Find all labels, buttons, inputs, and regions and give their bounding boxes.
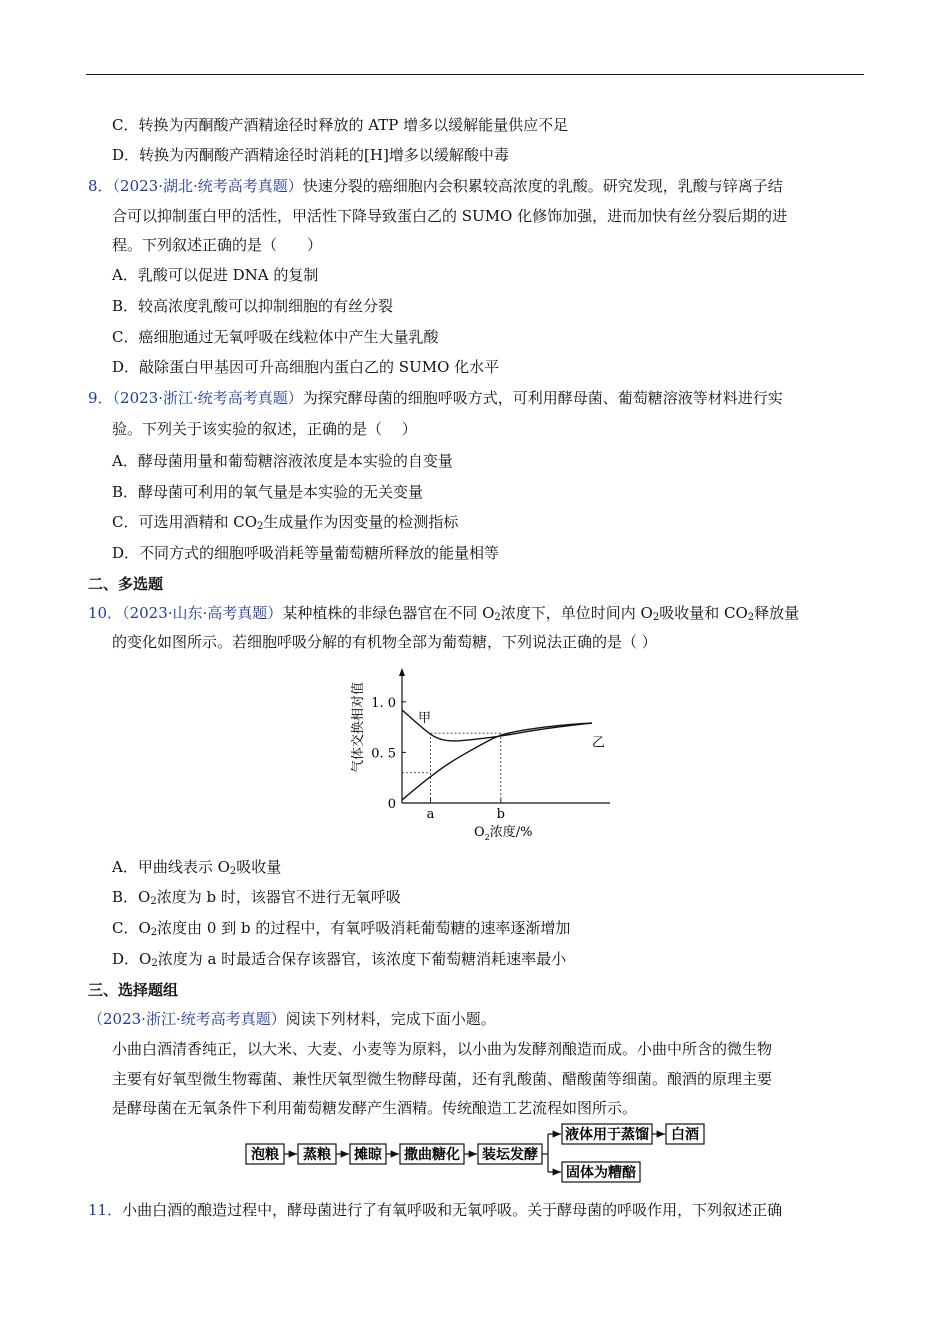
q8-option-a: A．乳酸可以促进 DNA 的复制 <box>112 266 319 284</box>
question-stem: 为探究酵母菌的细胞呼吸方式，可利用酵母菌、葡萄糖溶液等材料进行实 <box>302 389 783 407</box>
flow-solid: 固体为糟醅 <box>566 1165 636 1181</box>
q8-option-c: C．癌细胞通过无氧呼吸在线粒体中产生大量乳酸 <box>112 328 439 346</box>
flow-step-1: 泡粮 <box>251 1147 279 1163</box>
question-source: （2023·山东·高考真题） <box>122 604 283 622</box>
question-8-line-1 <box>88 175 783 197</box>
y-axis-label: 气体交换相对值 <box>351 681 366 773</box>
q10-option-c: C．$O_2$浓度由 0 到 b 的过程中，有氧呼吸消耗葡萄糖的速率逐渐增加 <box>112 919 571 938</box>
series-jia-label: 甲 <box>418 710 432 726</box>
section-heading-multi-choice: 二、多选题 <box>88 575 164 593</box>
material-line-2: 主要有好氧型微生物霉菌、兼性厌氧型微生物酵母菌，还有乳酸菌、醋酸菌等细菌。酿酒的原理主要 <box>112 1070 773 1088</box>
material-line-3: 是酵母菌在无氧条件下利用葡萄糖发酵产生酒精。传统酿造工艺流程如图所示。 <box>112 1099 638 1117</box>
material-line-1: 小曲白酒清香纯正，以大米、大麦、小麦等为原料，以小曲为发酵剂酿造而成。小曲中所含的微生物 <box>112 1040 773 1058</box>
flow-step-2: 蒸粮 <box>303 1147 331 1163</box>
question-stem: 快速分裂的癌细胞内会积累较高浓度的乳酸。研究发现，乳酸与锌离子结 <box>302 177 783 195</box>
flow-step-5: 装坛发酵 <box>482 1147 538 1163</box>
q7-option-d: D．转换为丙酮酸产酒精途径时消耗的[H]增多以缓解酸中毒 <box>112 146 509 164</box>
q10-option-b: B．$O_2$浓度为 b 时，该器官不进行无氧呼吸 <box>112 888 401 907</box>
question-number: 8． <box>88 177 113 195</box>
group-intro: （2023·浙江·统考高考真题）阅读下列材料，完成下面小题。 <box>88 1010 496 1028</box>
q7-option-c: C．转换为丙酮酸产酒精途径时释放的 ATP 增多以缓解能量供应不足 <box>112 116 569 134</box>
question-11-line-1: 11．小曲白酒的酿造过程中，酵母菌进行了有氧呼吸和无氧呼吸。关于酵母菌的呼吸作用，下列叙述正确 <box>88 1201 783 1219</box>
y-tick-label: 1. 0 <box>371 695 396 711</box>
q9-option-d: D．不同方式的细胞呼吸消耗等量葡萄糖所释放的能量相等 <box>112 544 500 562</box>
question-source: （2023·浙江·统考高考真题） <box>88 1010 286 1028</box>
q9-option-b: B．酵母菌可利用的氧气量是本实验的无关变量 <box>112 483 424 501</box>
x-axis-label: $O_2$浓度/% <box>474 825 533 842</box>
x-tick-label: b <box>496 807 505 822</box>
y-axis-arrow <box>399 668 405 676</box>
question-number: 10． <box>88 604 123 622</box>
question-10-line-1: 10．（2023·山东·高考真题）某种植株的非绿色器官在不同 $O_2$浓度下，单位时间内 $O_2$吸收量和 $CO_2$释放量 <box>88 604 800 623</box>
question-number: 9． <box>88 389 113 407</box>
question-source: （2023·湖北·统考高考真题） <box>112 177 303 195</box>
y-tick-label: 0 <box>387 797 396 812</box>
q9-option-a: A．酵母菌用量和葡萄糖溶液浓度是本实验的自变量 <box>112 452 453 470</box>
brewing-flow-diagram <box>240 1120 710 1190</box>
flow-liquid: 液体用于蒸馏 <box>565 1127 649 1143</box>
question-10-line-2: 的变化如图所示。若细胞呼吸分解的有机物全部为葡萄糖，下列说法正确的是（ ） <box>112 633 657 651</box>
q9-option-c: C．可选用酒精和 $CO_2$生成量作为因变量的检测指标 <box>112 513 459 532</box>
question-source: （2023·浙江·统考高考真题） <box>112 389 303 407</box>
question-9-line-2: 验。下列关于该实验的叙述，正确的是（ ） <box>112 420 417 438</box>
q10-option-d: D．$O_2$浓度为 a 时最适合保存该器官，该浓度下葡萄糖消耗速率最小 <box>112 950 567 969</box>
question-8-line-2: 合可以抑制蛋白甲的活性，甲活性下降导致蛋白乙的 SUMO 化修饰加强，进而加快有丝分裂后期的进 <box>112 207 788 225</box>
q8-option-d: D．敲除蛋白甲基因可升高细胞内蛋白乙的 SUMO 化水平 <box>112 358 500 376</box>
gas-exchange-chart <box>340 664 610 844</box>
y-tick-label: 0. 5 <box>371 746 396 762</box>
flow-step-4: 撒曲糖化 <box>404 1147 460 1163</box>
section-heading-question-group: 三、选择题组 <box>88 981 179 999</box>
q10-option-a: A．甲曲线表示 $O_2$吸收量 <box>112 858 282 877</box>
question-9-line-1 <box>88 387 783 409</box>
question-8-line-3: 程。下列叙述正确的是（ ） <box>112 236 323 254</box>
flow-step-3: 摊晾 <box>354 1147 382 1163</box>
x-tick-label: a <box>426 807 435 822</box>
header-rule <box>86 74 864 75</box>
flow-product: 白酒 <box>671 1127 699 1143</box>
question-number: 11． <box>88 1201 123 1219</box>
q8-option-b: B．较高浓度乳酸可以抑制细胞的有丝分裂 <box>112 297 394 315</box>
series-yi-label: 乙 <box>592 735 606 751</box>
